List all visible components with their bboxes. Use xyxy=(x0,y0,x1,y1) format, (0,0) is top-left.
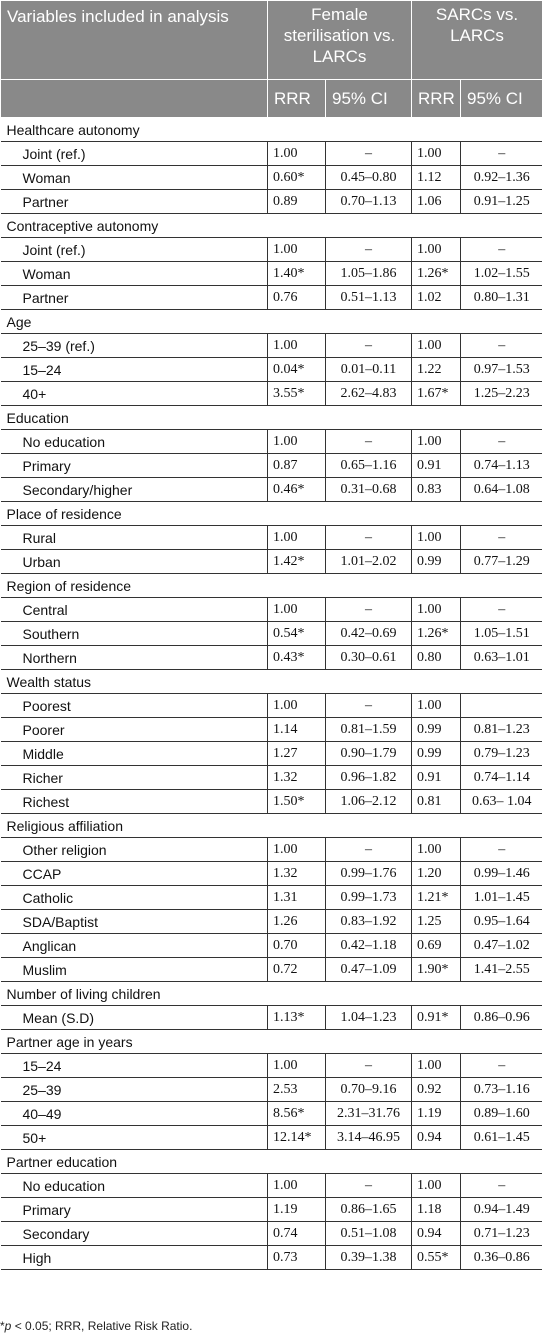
row-label: Partner xyxy=(1,190,268,214)
ci-female-sterilisation: 0.65–1.16 xyxy=(326,454,412,478)
rrr-sarcs: 0.91* xyxy=(412,1006,461,1030)
rrr-sarcs: 1.00 xyxy=(412,430,461,454)
row-label: No education xyxy=(1,1174,268,1198)
ci-female-sterilisation: 0.51–1.13 xyxy=(326,286,412,310)
row-label: 25–39 (ref.) xyxy=(1,334,268,358)
rrr-sarcs: 1.00 xyxy=(412,694,461,718)
ci-sarcs: 1.02–1.55 xyxy=(461,262,542,286)
ci-female-sterilisation: 0.39–1.38 xyxy=(326,1246,412,1270)
rrr-sarcs: 1.25 xyxy=(412,910,461,934)
section-title: Wealth status xyxy=(1,670,542,694)
rrr-female-sterilisation: 1.00 xyxy=(268,694,326,718)
footnote-text: < 0.05; RRR, Relative Risk Ratio. xyxy=(11,1319,193,1333)
ci-female-sterilisation: 0.83–1.92 xyxy=(326,910,412,934)
rrr-female-sterilisation: 1.00 xyxy=(268,1174,326,1198)
header-row-groups xyxy=(1,1,542,80)
ci-sarcs: – xyxy=(461,838,542,862)
table-row xyxy=(1,382,542,406)
section-row xyxy=(1,982,542,1006)
ci-female-sterilisation: – xyxy=(326,694,412,718)
empty-header-cell xyxy=(1,80,268,118)
ci-sarcs: 0.77–1.29 xyxy=(461,550,542,574)
rrr-female-sterilisation: 0.73 xyxy=(268,1246,326,1270)
row-label: Urban xyxy=(1,550,268,574)
section-row xyxy=(1,406,542,430)
rrr-sarcs: 0.99 xyxy=(412,718,461,742)
rrr-header-2: RRR xyxy=(412,80,461,118)
ci-sarcs: – xyxy=(461,334,542,358)
table-row xyxy=(1,742,542,766)
rrr-sarcs: 1.19 xyxy=(412,1102,461,1126)
ci-female-sterilisation: 0.96–1.82 xyxy=(326,766,412,790)
ci-sarcs: 0.71–1.23 xyxy=(461,1222,542,1246)
section-title: Partner age in years xyxy=(1,1030,542,1054)
ci-female-sterilisation: 1.01–2.02 xyxy=(326,550,412,574)
row-label: Southern xyxy=(1,622,268,646)
rrr-female-sterilisation: 2.53 xyxy=(268,1078,326,1102)
ci-female-sterilisation: – xyxy=(326,1054,412,1078)
ci-female-sterilisation: 1.06–2.12 xyxy=(326,790,412,814)
rrr-female-sterilisation: 1.00 xyxy=(268,1054,326,1078)
row-label: SDA/Baptist xyxy=(1,910,268,934)
footnote-symbol: * xyxy=(0,1319,5,1333)
footnote xyxy=(0,1319,192,1333)
ci-female-sterilisation: 0.99–1.76 xyxy=(326,862,412,886)
ci-female-sterilisation: – xyxy=(326,838,412,862)
ci-sarcs: – xyxy=(461,238,542,262)
rrr-sarcs: 1.00 xyxy=(412,838,461,862)
rrr-header-1: RRR xyxy=(268,80,326,118)
row-label: High xyxy=(1,1246,268,1270)
rrr-female-sterilisation: 0.60* xyxy=(268,166,326,190)
section-row xyxy=(1,574,542,598)
row-label: Poorest xyxy=(1,694,268,718)
ci-sarcs: 0.61–1.45 xyxy=(461,1126,542,1150)
rrr-sarcs: 1.18 xyxy=(412,1198,461,1222)
row-label: Richer xyxy=(1,766,268,790)
row-label: CCAP xyxy=(1,862,268,886)
ci-female-sterilisation: 0.45–0.80 xyxy=(326,166,412,190)
section-title: Partner education xyxy=(1,1150,542,1174)
rrr-sarcs: 1.00 xyxy=(412,334,461,358)
header-row-stats xyxy=(1,80,542,118)
row-label: Woman xyxy=(1,262,268,286)
table-row xyxy=(1,1246,542,1270)
rrr-female-sterilisation: 1.00 xyxy=(268,838,326,862)
table-row xyxy=(1,862,542,886)
ci-sarcs: 0.91–1.25 xyxy=(461,190,542,214)
ci-female-sterilisation: 0.31–0.68 xyxy=(326,478,412,502)
rrr-female-sterilisation: 0.54* xyxy=(268,622,326,646)
ci-sarcs: – xyxy=(461,526,542,550)
ci-sarcs: 0.47–1.02 xyxy=(461,934,542,958)
rrr-sarcs: 1.22 xyxy=(412,358,461,382)
row-label: Rural xyxy=(1,526,268,550)
ci-sarcs: – xyxy=(461,598,542,622)
ci-sarcs: – xyxy=(461,1174,542,1198)
rrr-female-sterilisation: 8.56* xyxy=(268,1102,326,1126)
section-row xyxy=(1,214,542,238)
rrr-sarcs: 1.21* xyxy=(412,886,461,910)
section-title: Education xyxy=(1,406,542,430)
rrr-sarcs: 0.69 xyxy=(412,934,461,958)
rrr-sarcs: 1.00 xyxy=(412,598,461,622)
rrr-female-sterilisation: 0.87 xyxy=(268,454,326,478)
ci-sarcs: 1.25–2.23 xyxy=(461,382,542,406)
row-label: Muslim xyxy=(1,958,268,982)
row-label: Other religion xyxy=(1,838,268,862)
rrr-female-sterilisation: 1.00 xyxy=(268,598,326,622)
row-label: Partner xyxy=(1,286,268,310)
ci-sarcs xyxy=(461,694,542,718)
rrr-female-sterilisation: 1.00 xyxy=(268,526,326,550)
table-body xyxy=(1,118,542,1270)
section-row xyxy=(1,1150,542,1174)
ci-female-sterilisation: 0.01–0.11 xyxy=(326,358,412,382)
ci-sarcs: 0.86–0.96 xyxy=(461,1006,542,1030)
ci-sarcs: – xyxy=(461,430,542,454)
ci-female-sterilisation: 2.62–4.83 xyxy=(326,382,412,406)
ci-female-sterilisation: – xyxy=(326,334,412,358)
rrr-female-sterilisation: 1.14 xyxy=(268,718,326,742)
table-row xyxy=(1,550,542,574)
section-row xyxy=(1,502,542,526)
table-row xyxy=(1,526,542,550)
row-label: 40–49 xyxy=(1,1102,268,1126)
rrr-female-sterilisation: 1.00 xyxy=(268,334,326,358)
rrr-female-sterilisation: 0.04* xyxy=(268,358,326,382)
ci-sarcs: 0.94–1.49 xyxy=(461,1198,542,1222)
rrr-female-sterilisation: 1.32 xyxy=(268,766,326,790)
table-row xyxy=(1,790,542,814)
table-row xyxy=(1,934,542,958)
rrr-female-sterilisation: 0.70 xyxy=(268,934,326,958)
rrr-sarcs: 0.81 xyxy=(412,790,461,814)
ci-female-sterilisation: – xyxy=(326,1174,412,1198)
ci-female-sterilisation: – xyxy=(326,430,412,454)
rrr-sarcs: 1.00 xyxy=(412,238,461,262)
rrr-female-sterilisation: 0.43* xyxy=(268,646,326,670)
ci-sarcs: 0.64–1.08 xyxy=(461,478,542,502)
row-label: 15–24 xyxy=(1,1054,268,1078)
section-title: Religious affiliation xyxy=(1,814,542,838)
rrr-female-sterilisation: 3.55* xyxy=(268,382,326,406)
row-label: Richest xyxy=(1,790,268,814)
ci-female-sterilisation: 0.86–1.65 xyxy=(326,1198,412,1222)
ci-female-sterilisation: 0.70–9.16 xyxy=(326,1078,412,1102)
rrr-female-sterilisation: 1.32 xyxy=(268,862,326,886)
table-row xyxy=(1,190,542,214)
rrr-female-sterilisation: 1.40* xyxy=(268,262,326,286)
rrr-sarcs: 0.92 xyxy=(412,1078,461,1102)
ci-female-sterilisation: – xyxy=(326,526,412,550)
row-label: Central xyxy=(1,598,268,622)
rrr-sarcs: 1.20 xyxy=(412,862,461,886)
table-row xyxy=(1,1102,542,1126)
row-label: 25–39 xyxy=(1,1078,268,1102)
rrr-sarcs: 1.00 xyxy=(412,1054,461,1078)
rrr-female-sterilisation: 1.26 xyxy=(268,910,326,934)
row-label: Catholic xyxy=(1,886,268,910)
ci-sarcs: 0.74–1.13 xyxy=(461,454,542,478)
rrr-sarcs: 1.00 xyxy=(412,142,461,166)
rrr-female-sterilisation: 0.74 xyxy=(268,1222,326,1246)
ci-female-sterilisation: 3.14–46.95 xyxy=(326,1126,412,1150)
table-row xyxy=(1,1006,542,1030)
ci-sarcs: 0.92–1.36 xyxy=(461,166,542,190)
section-title: Age xyxy=(1,310,542,334)
rrr-sarcs: 1.12 xyxy=(412,166,461,190)
rrr-sarcs: 1.00 xyxy=(412,526,461,550)
rrr-female-sterilisation: 1.42* xyxy=(268,550,326,574)
row-label: Northern xyxy=(1,646,268,670)
section-row xyxy=(1,670,542,694)
ci-female-sterilisation: 0.47–1.09 xyxy=(326,958,412,982)
ci-sarcs: 1.01–1.45 xyxy=(461,886,542,910)
rrr-female-sterilisation: 1.13* xyxy=(268,1006,326,1030)
rrr-female-sterilisation: 1.00 xyxy=(268,238,326,262)
rrr-female-sterilisation: 1.50* xyxy=(268,790,326,814)
rrr-sarcs: 1.26* xyxy=(412,262,461,286)
ci-sarcs: 0.79–1.23 xyxy=(461,742,542,766)
female-sterilisation-header: Female sterilisation vs. LARCs xyxy=(268,1,412,80)
table-row xyxy=(1,886,542,910)
rrr-sarcs: 0.55* xyxy=(412,1246,461,1270)
section-row xyxy=(1,1030,542,1054)
table-row xyxy=(1,238,542,262)
ci-female-sterilisation: 1.05–1.86 xyxy=(326,262,412,286)
ci-female-sterilisation: 0.99–1.73 xyxy=(326,886,412,910)
rrr-sarcs: 1.02 xyxy=(412,286,461,310)
section-title: Contraceptive autonomy xyxy=(1,214,542,238)
table-row xyxy=(1,166,542,190)
ci-sarcs: 0.63– 1.04 xyxy=(461,790,542,814)
ci-female-sterilisation: 2.31–31.76 xyxy=(326,1102,412,1126)
rrr-sarcs: 0.99 xyxy=(412,742,461,766)
ci-sarcs: 0.81–1.23 xyxy=(461,718,542,742)
ci-sarcs: 1.41–2.55 xyxy=(461,958,542,982)
row-label: Primary xyxy=(1,1198,268,1222)
rrr-sarcs: 1.90* xyxy=(412,958,461,982)
variables-header: Variables included in analysis xyxy=(1,1,268,80)
table-row xyxy=(1,454,542,478)
rrr-female-sterilisation: 0.76 xyxy=(268,286,326,310)
ci-sarcs: 0.74–1.14 xyxy=(461,766,542,790)
table-row xyxy=(1,430,542,454)
rrr-sarcs: 1.00 xyxy=(412,1174,461,1198)
row-label: Joint (ref.) xyxy=(1,142,268,166)
table-row xyxy=(1,1222,542,1246)
table-row xyxy=(1,262,542,286)
rrr-sarcs: 0.94 xyxy=(412,1222,461,1246)
table-row xyxy=(1,1174,542,1198)
rrr-sarcs: 0.94 xyxy=(412,1126,461,1150)
rrr-female-sterilisation: 0.72 xyxy=(268,958,326,982)
table-row xyxy=(1,622,542,646)
row-label: Mean (S.D) xyxy=(1,1006,268,1030)
rrr-female-sterilisation: 1.00 xyxy=(268,430,326,454)
rrr-female-sterilisation: 1.31 xyxy=(268,886,326,910)
section-row xyxy=(1,118,542,142)
ci-female-sterilisation: – xyxy=(326,238,412,262)
ci-female-sterilisation: – xyxy=(326,142,412,166)
table-row xyxy=(1,358,542,382)
rrr-sarcs: 0.91 xyxy=(412,454,461,478)
table-row xyxy=(1,694,542,718)
ci-female-sterilisation: 1.04–1.23 xyxy=(326,1006,412,1030)
table-row xyxy=(1,142,542,166)
row-label: Anglican xyxy=(1,934,268,958)
rrr-sarcs: 1.26* xyxy=(412,622,461,646)
row-label: Secondary/higher xyxy=(1,478,268,502)
rrr-sarcs: 0.80 xyxy=(412,646,461,670)
section-title: Healthcare autonomy xyxy=(1,118,542,142)
ci-sarcs: 0.99–1.46 xyxy=(461,862,542,886)
ci-female-sterilisation: 0.70–1.13 xyxy=(326,190,412,214)
row-label: Joint (ref.) xyxy=(1,238,268,262)
section-title: Region of residence xyxy=(1,574,542,598)
section-title: Number of living children xyxy=(1,982,542,1006)
table-row xyxy=(1,334,542,358)
rrr-sarcs: 0.91 xyxy=(412,766,461,790)
rrr-sarcs: 1.06 xyxy=(412,190,461,214)
ci-female-sterilisation: 0.42–1.18 xyxy=(326,934,412,958)
ci-header-2: 95% CI xyxy=(461,80,542,118)
ci-sarcs: – xyxy=(461,142,542,166)
table-row xyxy=(1,646,542,670)
rrr-sarcs: 0.83 xyxy=(412,478,461,502)
ci-female-sterilisation: 0.42–0.69 xyxy=(326,622,412,646)
table-row xyxy=(1,286,542,310)
ci-sarcs: 0.63–1.01 xyxy=(461,646,542,670)
footnote-p: p xyxy=(4,1319,12,1333)
ci-sarcs: 0.95–1.64 xyxy=(461,910,542,934)
ci-sarcs: 0.80–1.31 xyxy=(461,286,542,310)
ci-female-sterilisation: 0.90–1.79 xyxy=(326,742,412,766)
table-row xyxy=(1,910,542,934)
ci-female-sterilisation: 0.51–1.08 xyxy=(326,1222,412,1246)
row-label: 40+ xyxy=(1,382,268,406)
table-row xyxy=(1,838,542,862)
ci-header-1: 95% CI xyxy=(326,80,412,118)
section-title: Place of residence xyxy=(1,502,542,526)
table-row xyxy=(1,598,542,622)
rrr-female-sterilisation: 0.46* xyxy=(268,478,326,502)
table-row xyxy=(1,1198,542,1222)
rrr-sarcs: 1.67* xyxy=(412,382,461,406)
ci-female-sterilisation: 0.81–1.59 xyxy=(326,718,412,742)
ci-sarcs: 0.73–1.16 xyxy=(461,1078,542,1102)
row-label: Secondary xyxy=(1,1222,268,1246)
sarcs-header: SARCs vs. LARCs xyxy=(412,1,542,80)
rrr-female-sterilisation: 12.14* xyxy=(268,1126,326,1150)
rrr-female-sterilisation: 1.00 xyxy=(268,142,326,166)
table-row xyxy=(1,958,542,982)
section-row xyxy=(1,814,542,838)
ci-female-sterilisation: – xyxy=(326,598,412,622)
row-label: Woman xyxy=(1,166,268,190)
table-row xyxy=(1,1078,542,1102)
ci-female-sterilisation: 0.30–0.61 xyxy=(326,646,412,670)
table-row xyxy=(1,766,542,790)
ci-sarcs: 0.89–1.60 xyxy=(461,1102,542,1126)
row-label: Poorer xyxy=(1,718,268,742)
rrr-female-sterilisation: 1.19 xyxy=(268,1198,326,1222)
row-label: 50+ xyxy=(1,1126,268,1150)
table-row xyxy=(1,1126,542,1150)
table-row xyxy=(1,1054,542,1078)
rrr-female-sterilisation: 0.89 xyxy=(268,190,326,214)
table-row xyxy=(1,718,542,742)
ci-sarcs: 0.97–1.53 xyxy=(461,358,542,382)
ci-sarcs: – xyxy=(461,1054,542,1078)
ci-sarcs: 0.36–0.86 xyxy=(461,1246,542,1270)
rrr-female-sterilisation: 1.27 xyxy=(268,742,326,766)
row-label: 15–24 xyxy=(1,358,268,382)
section-row xyxy=(1,310,542,334)
rrr-sarcs: 0.99 xyxy=(412,550,461,574)
row-label: No education xyxy=(1,430,268,454)
row-label: Middle xyxy=(1,742,268,766)
ci-sarcs: 1.05–1.51 xyxy=(461,622,542,646)
table-row xyxy=(1,478,542,502)
row-label: Primary xyxy=(1,454,268,478)
